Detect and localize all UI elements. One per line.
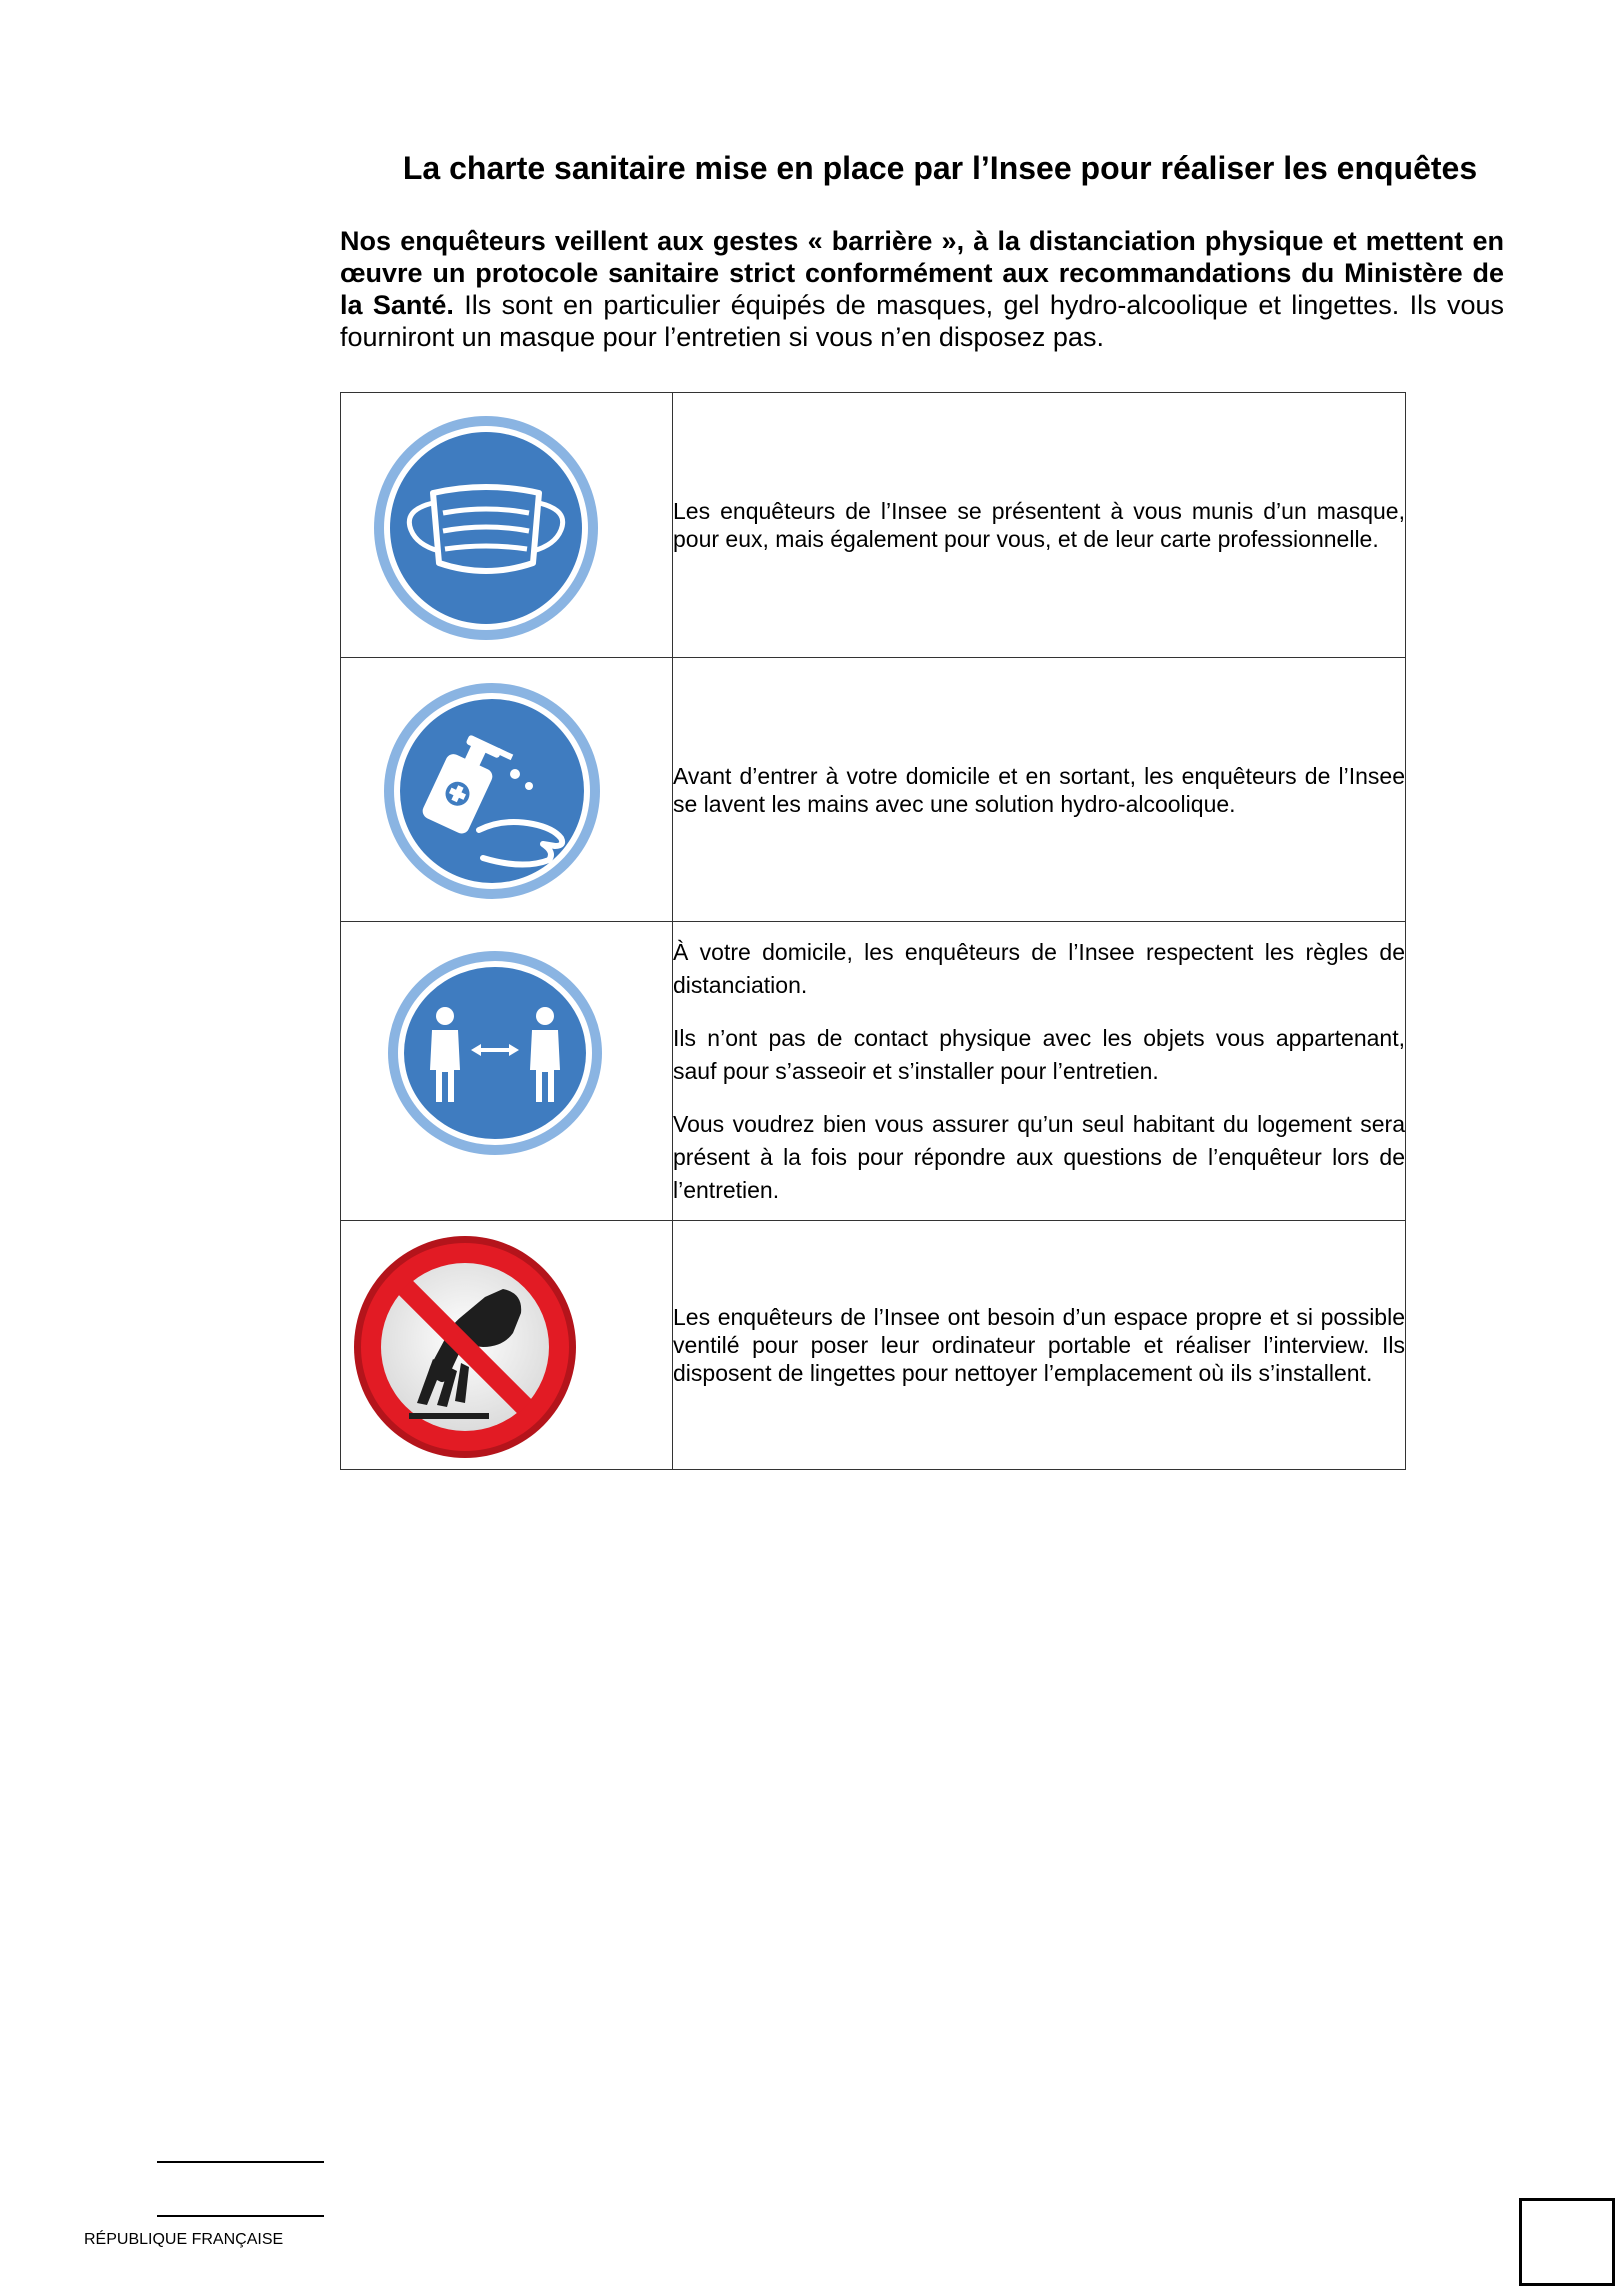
page-title: La charte sanitaire mise en place par l’Insee pour réaliser les enquêtes xyxy=(402,150,1478,186)
row-paragraph: À votre domicile, les enquêteurs de l’Insee respectent les règles de distanciation. xyxy=(673,938,1405,998)
hand-sanitizer-icon xyxy=(383,682,601,900)
table-row xyxy=(341,393,1406,658)
intro-bold-text: Nos enquêteurs veillent aux gestes « barrière », à la distanciation physique et mettent en œuvre un protocole sanitaire strict conformément aux recommandations du Ministère de la Santé. xyxy=(340,226,1504,320)
text-cell xyxy=(673,658,1406,922)
social-distance-icon xyxy=(387,950,603,1156)
table-row xyxy=(341,922,1406,1221)
republique-francaise-label: RÉPUBLIQUE FRANÇAISE xyxy=(84,2231,284,2248)
row-paragraph: Les enquêteurs de l’Insee se présentent à vous munis d’un masque, pour eux, mais également pour vous, et de leur carte professionnelle. xyxy=(673,498,1405,552)
intro-normal-text: Ils sont en particulier équipés de masques, gel hydro-alcoolique et lingettes. Ils vous fourniront un masque pour l’entretien si vous n’en disposez pas. xyxy=(340,290,1504,352)
row-paragraph: Ils n’ont pas de contact physique avec les objets vous appartenant, sauf pour s’asseoir et s’installer pour l’entretien. xyxy=(673,1024,1405,1084)
row-paragraph: Avant d’entrer à votre domicile et en sortant, les enquêteurs de l’Insee se lavent les mains avec une solution hydro-alcoolique. xyxy=(673,762,1405,817)
footer-divider xyxy=(157,2215,324,2217)
do-not-touch-icon xyxy=(353,1235,577,1459)
row-paragraph: Vous voudrez bien vous assurer qu’un seul habitant du logement sera présent à la fois pour répondre aux questions de l’enquêteur lors de l’entretien. xyxy=(673,1110,1405,1203)
table-row xyxy=(341,658,1406,922)
row-paragraph: Les enquêteurs de l’Insee ont besoin d’un espace propre et si possible ventilé pour poser leur ordinateur portable et réaliser l’interview. Ils disposent de lingettes pour nettoyer l’emplacement où ils s’installent. xyxy=(673,1304,1405,1386)
intro-paragraph xyxy=(340,225,1504,353)
text-cell xyxy=(673,922,1406,1221)
icon-cell xyxy=(341,658,673,922)
face-mask-icon xyxy=(373,415,599,641)
page-corner-box xyxy=(1519,2198,1615,2286)
text-cell xyxy=(673,1221,1406,1470)
icon-cell xyxy=(341,393,673,658)
icon-cell xyxy=(341,1221,673,1470)
sanitary-charter-table xyxy=(340,392,1406,1470)
table-row xyxy=(341,1221,1406,1470)
icon-cell xyxy=(341,922,673,1221)
text-cell xyxy=(673,393,1406,658)
footer-divider xyxy=(157,2161,324,2163)
